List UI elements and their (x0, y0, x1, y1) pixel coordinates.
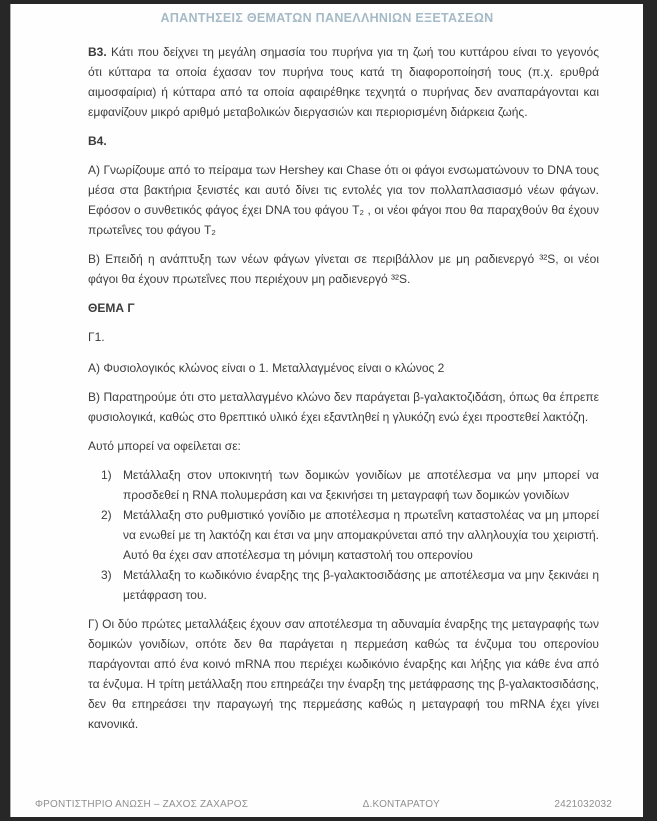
list-item (88, 505, 599, 565)
answer-g1-b: Β) Παρατηρούμε ότι στο μεταλλαγμένο κλώνο δεν παράγεται β-γαλακτοζιδάση, όπως θα έπρεπε φυσιολογικά, καθώς στο θρεπτικό υλικό έχει εξαντληθεί η γλυκόζη ενώ έχει προστεθεί λακτόζη. (88, 390, 599, 424)
list-item (88, 465, 599, 505)
list-item-text: Μετάλλαξη στον υποκινητή των δομικών γονιδίων με αποτέλεσμα να μην μπορεί να προσδεθεί η RNA πολυμεράση και να ξεκινήσει τη μεταγραφή των δομικών γονιδίων (123, 468, 599, 502)
answer-b3-label: Β3. (88, 45, 107, 59)
list-item-number: 3) (101, 568, 112, 582)
page-footer (35, 799, 612, 810)
list-item-text: Μετάλλαξη στο ρυθμιστικό γονίδιο με αποτέλεσμα η πρωτεΐνη καταστολέας να μη μπορεί να ενωθεί με τη λακτόζη και έτσι να μην απομακρύνεται από την αλληλουχία του χειριστή. Αυτό θα έχει σαν αποτέλεσμα τη μόνιμη καταστολή του οπερονίου (123, 508, 599, 562)
page-title: ΑΠΑΝΤΗΣΕΙΣ ΘΕΜΑΤΩΝ ΠΑΝΕΛΛΗΝΙΩΝ ΕΞΕΤΑΣΕΩΝ (160, 11, 494, 25)
document-page (10, 4, 643, 817)
footer-address: Δ.ΚΟΝΤΑΡΑΤΟΥ (362, 799, 440, 810)
answer-b3-text: Κάτι που δείχνει τη μεγάλη σημασία του πυρήνα για τη ζωή του κυττάρου είναι το γεγονός ότι κύτταρα τα οποία έχασαν τον πυρήνα τους κατά τη διαφοροποίησή τους (π.χ. ερυθρά αιμοσφαίρια) ή κύτταρα από τα οποία αφαιρέθηκε τεχνητά ο πυρήνας δεν αναπαράγονται και εμφανίζουν μικρό αριθμό μεταβολικών διεργασιών και περιορισμένη διάρκεια ζωής. (88, 45, 599, 119)
label-g1: Γ1. (88, 330, 105, 344)
footer-school-name: ΦΡΟΝΤΙΣΤΗΡΙΟ ΑΝΩΣΗ – ΖΑΧΟΣ ΖΑΧΑΡΟΣ (35, 799, 249, 810)
answer-g1-a: Α) Φυσιολογικός κλώνος είναι ο 1. Μεταλλαγμένος είναι ο κλώνος 2 (88, 361, 445, 375)
heading-theme-c: ΘΕΜΑ Γ (88, 301, 135, 315)
list-item-number: 1) (101, 468, 112, 482)
list-item-number: 2) (101, 508, 112, 522)
answer-b3 (88, 42, 599, 122)
mutation-list-intro: Αυτό μπορεί να οφείλεται σε: (88, 439, 241, 453)
heading-b4: Β4. (88, 134, 107, 148)
footer-phone-number: 2421032032 (554, 799, 612, 810)
document-body (88, 42, 599, 734)
mutation-list (88, 465, 599, 605)
list-item (88, 565, 599, 605)
list-item-text: Μετάλλαξη το κωδικόνιο έναρξης της β-γαλακτοσιδάσης με αποτέλεσμα να μην ξεκινάει η μετάφραση του. (123, 568, 599, 602)
answer-b4-a: Α) Γνωρίζουμε από το πείραμα των Hershey και Chase ότι οι φάγοι ενσωματώνουν το DNA τους μέσα στα βακτήρια ξενιστές και αυτό δίνει τις εντολές για τον πολλαπλασιασμό νέων φάγων. Εφόσον ο συνθετικός φάγος έχει DNA του φάγου T₂ , οι νέοι φάγοι που θα παραχθούν θα έχουν πρωτεΐνες του φάγου T₂ (88, 163, 599, 237)
answer-g1-c: Γ) Οι δύο πρώτες μεταλλάξεις έχουν σαν αποτέλεσμα τη αδυναμία έναρξης της μεταγραφής των δομικών γονιδίων, οπότε δεν θα παράγεται η περμεάση καθώς τα ένζυμα του οπερονίου παράγονται από ένα κοινό mRNA που περιέχει κωδικόνιο έναρξης και λήξης για κάθε ένα από τα ένζυμα. Η τρίτη μετάλλαξη που επηρεάζει την έναρξη της μετάφρασης της β-γαλακτοσιδάσης, δεν θα επηρεάσει την παραγωγή της περμεάσης καθώς η μεταγραφή του mRNA έχει γίνει κανονικά. (88, 617, 599, 731)
answer-b4-b: Β) Επειδή η ανάπτυξη των νέων φάγων γίνεται σε περιβάλλον με μη ραδιενεργό ³²S, οι νέοι φάγοι θα έχουν πρωτεΐνες που περιέχουν μη ραδιενεργό ³²S. (88, 252, 599, 286)
